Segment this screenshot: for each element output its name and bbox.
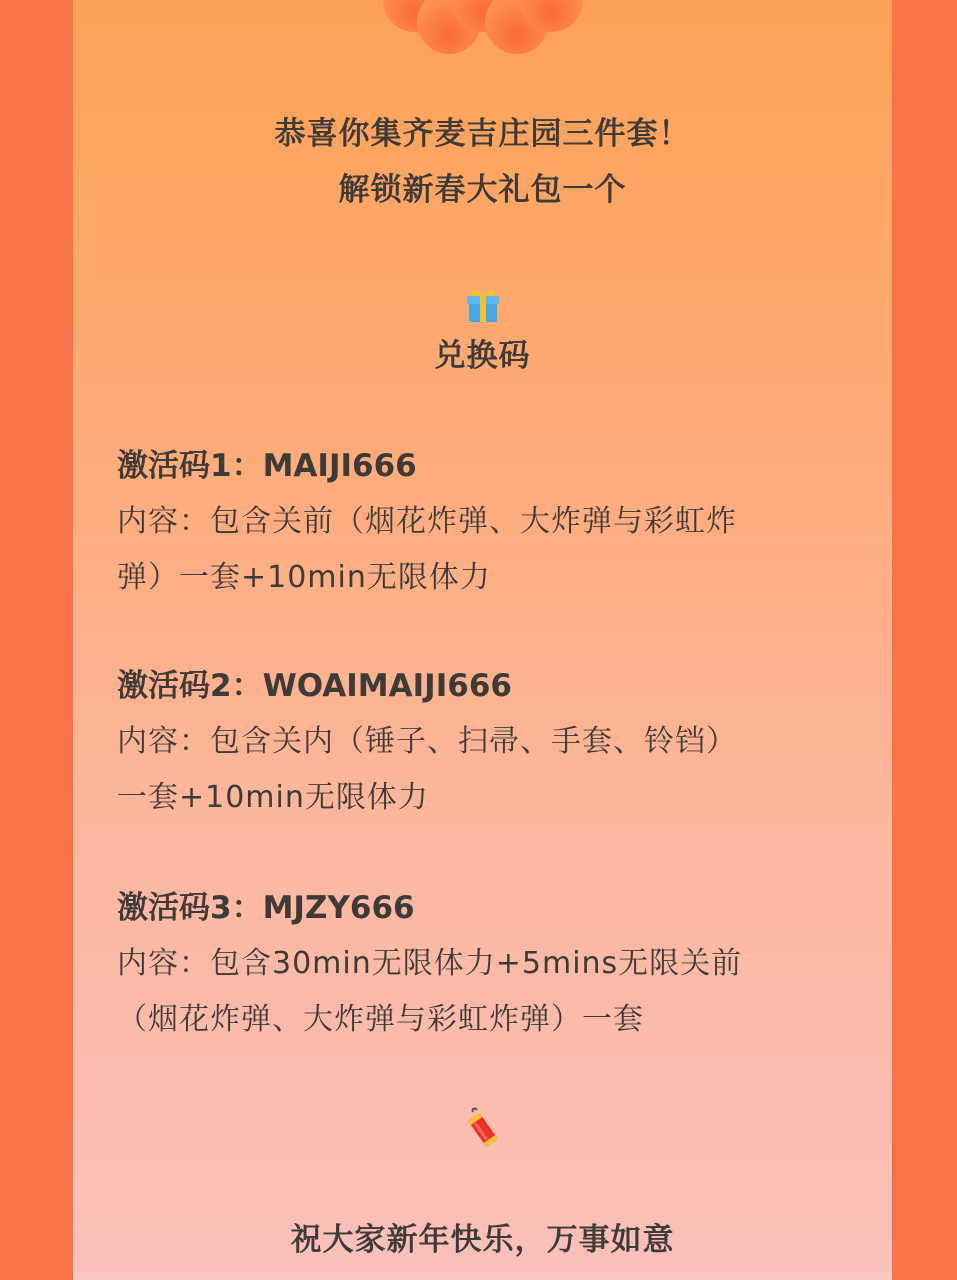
gift-icon (73, 282, 892, 324)
headline-line-1: 恭喜你集齐麦吉庄园三件套！ (274, 116, 691, 152)
code-2-desc-line-1: 内容：包含关内（锤子、扫帚、手套、铃铛） (117, 724, 737, 759)
code-3-title: 激活码3：MJZY666 (117, 890, 415, 926)
greeting-text: 祝大家新年快乐，万事如意 (290, 1222, 675, 1258)
code-1-desc-line-1: 内容：包含关前（烟花炸弹、大炸弹与彩虹炸 (117, 504, 737, 539)
code-3-desc-line-2: （烟花炸弹、大炸弹与彩虹炸弹）一套 (117, 1002, 644, 1037)
code-2-desc-line-2: 一套+10min无限体力 (117, 780, 429, 815)
bottom-strip (73, 1272, 892, 1280)
gift-title: 兑换码 (434, 338, 531, 374)
code-1-title: 激活码1：MAIJI666 (117, 448, 417, 484)
reward-content (73, 0, 892, 1280)
headline-line-2: 解锁新春大礼包一个 (338, 172, 627, 208)
firecracker-icon (73, 1106, 892, 1152)
code-3-desc-line-1: 内容：包含30min无限体力+5mins无限关前 (117, 946, 743, 981)
code-2-title: 激活码2：WOAIMAIJI666 (117, 668, 512, 704)
code-1-desc-line-2: 弹）一套+10min无限体力 (117, 560, 491, 595)
reward-card (73, 0, 892, 1280)
